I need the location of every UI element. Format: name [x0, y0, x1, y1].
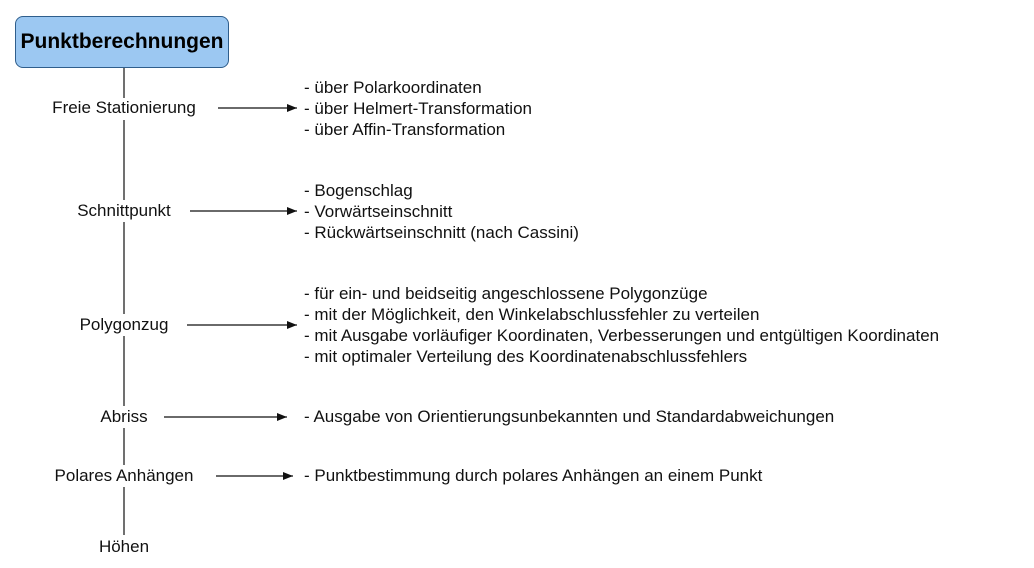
detail-line: - Vorwärtseinschnitt: [304, 202, 453, 221]
step-label-polares-anhaengen: Polares Anhängen: [54, 466, 194, 485]
step-label-polygonzug: Polygonzug: [79, 315, 169, 334]
step-label-freie-stationierung: Freie Stationierung: [52, 98, 196, 117]
detail-line: - mit optimaler Verteilung des Koordinatenabschlussfehlers: [304, 347, 748, 366]
step-label-hoehen: Höhen: [98, 537, 150, 556]
detail-line: - Rückwärtseinschnitt (nach Cassini): [304, 223, 579, 242]
details-polares-anhaengen: [304, 465, 762, 486]
details-polygonzug: [304, 283, 939, 367]
detail-line: - Bogenschlag: [304, 181, 413, 200]
detail-line: - mit Ausgabe vorläufiger Koordinaten, Verbesserungen und entgültigen Koordinaten: [304, 326, 940, 345]
root-label: Punktberechnungen: [20, 30, 224, 53]
step-label-abriss: Abriss: [100, 407, 148, 426]
detail-line: - mit der Möglichkeit, den Winkelabschlussfehler zu verteilen: [304, 305, 760, 324]
detail-line: - über Helmert-Transformation: [304, 99, 532, 118]
details-freie-stationierung: [304, 77, 532, 140]
details-schnittpunkt: [304, 180, 579, 243]
detail-line: - über Polarkoordinaten: [304, 78, 482, 97]
step-label-schnittpunkt: Schnittpunkt: [77, 201, 171, 220]
detail-line: - Punktbestimmung durch polares Anhängen an einem Punkt: [304, 466, 763, 485]
detail-line: - über Affin-Transformation: [304, 120, 506, 139]
detail-line: - für ein- und beidseitig angeschlossene Polygonzüge: [304, 284, 708, 303]
details-abriss: [304, 406, 834, 427]
root-node: [15, 16, 229, 68]
detail-line: - Ausgabe von Orientierungsunbekannten und Standardabweichungen: [304, 407, 835, 426]
